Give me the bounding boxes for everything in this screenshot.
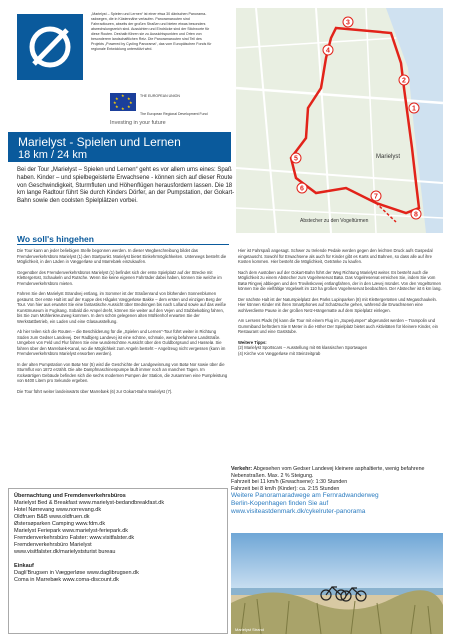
marker-label: 8 xyxy=(414,211,418,219)
right-column xyxy=(238,248,443,356)
accommodation-line[interactable]: Marielyst Feriepark www.marielyst-feriepark.dk xyxy=(14,528,128,534)
map-place-label: Marielyst xyxy=(376,154,401,160)
map-marker[interactable] xyxy=(371,191,381,201)
intro-text: „Marielyst – Spielen und Lernen“ ist einer etwa 30 dänischen Panorama-radwegen, die in Küstennähe verlaufen. Panoramarouten sind Fahrradtouren, abseits der großen Straßen und bieten etwas besonders abwechslungsreich sind. Aussichten und Eindrücke sind der Stichworte für diese Routen. Deshalb führen sie zu Aussichtspunkten und Orten von besonderem landschaftlichen Reiz. Die Panoramarouten sind Teil des Projekts „Powered by Cycling Panorama“, das vom Europäischen Fonds für regionale Entwicklung unterstützt wird. xyxy=(91,12,212,51)
paragraph: Fahren Sie den Marielyst Strandvej entlang, im Sommer ist der Straßenrand von blühenden Sonnenblumen gesäumt. Der erste Halt ist auf der Kuppe des Hågaks Væggerløse Bakke – dem ersten und einzigen Berg der Tour. Von hier aus erwartet Sie eine fantastische Aussicht über Bredningen bis nach Lolland sowie auf das weiße Kunstmuseum in Fuglsang. Sobald die Ampel dreht, können Sie weiter auf den Vejen und Stubbekøbing fahren, bis Sie zum Mühlenkreuzweg kommen. In dem schön gelegenen alten Mühlenhof erwarten Sie der Werkstattbetrieb, ein Laden und eine Glasausstellung. xyxy=(17,291,227,324)
marker-label: 5 xyxy=(294,155,298,163)
tip-item: (4) Kirche von Væggerløse mit Steinzeitgrab xyxy=(238,350,321,356)
accommodation-line: Fremdenverkehrsbüro Marielyst xyxy=(14,542,92,548)
eu-label: THE EUROPEAN UNION xyxy=(140,94,180,98)
web-info xyxy=(231,492,443,516)
ride-time-adults: Fahrzeit bei 11 km/h (Erwachsene): 1:30 Stunden xyxy=(231,479,348,485)
map-marker[interactable] xyxy=(343,17,353,27)
paragraph: Die Tour führt weiter landeinwärts über Marrebæk (6) zur Gokart-Bahn Marielyst (7). xyxy=(17,388,173,394)
accommodation-line[interactable]: Marielyst Bed & Breakfast www.marielyst-bedandbreakfast.dk xyxy=(14,500,165,506)
eu-flag-icon: ★ ★ ★ ★ ★ ★ ★ ★ xyxy=(110,93,136,111)
photo-caption: Marielyst Strand xyxy=(235,627,264,632)
accommodation-line[interactable]: Østersøparken Camping www.fdm.dk xyxy=(14,521,106,527)
map-marker[interactable] xyxy=(399,75,409,85)
section-heading: Wo soll's hingehen xyxy=(17,234,94,244)
accommodation-line[interactable]: Fremdenverkehrsbüro Falster: www.visitfalster.dk xyxy=(14,535,135,541)
eu-block xyxy=(110,93,228,126)
web-line: Weitere Panoramaradwege am Fernradwanderweg xyxy=(231,492,379,499)
accommodation-line[interactable]: www.visitfalster.dk/marielyststurist bureau xyxy=(14,549,116,555)
paragraph: Die Tour kann an jeder beliebigen Stelle begonnen werden. In dieser Wegbeschreibung bildet das Fremdenverkehrsbüro Marielyst (1) den Startpunkt. Marielyst bietet Einkehrmöglichkeiten. Unterwegs besteht die Möglichkeit, in den Läden in Væggerløse und Marrebæk einzukaufen. xyxy=(17,248,227,264)
marker-label: 1 xyxy=(412,105,416,113)
web-link[interactable]: www.visiteastdenmark.dk/cykelruter-panorama xyxy=(231,508,366,515)
map-marker[interactable] xyxy=(411,209,421,219)
marker-label: 2 xyxy=(402,77,406,85)
shopping-line[interactable]: Coma in Marrebæk www.coma-discount.dk xyxy=(14,577,119,583)
paragraph: Nach dem Austoben auf der Gokart-Bahn führt der Weg Richtung Marielyst weiter. Es besteht auch die Möglichkeit zu einem Abstecher zum Vogelreservat Bøtø. Das Vogelreservat erreichen Sie, indem Sie vom Bøtø Ringvej abbiegen und den Trovikskovvej entlangfahren, der in den Lævej mündet. Von den Vogeltürmen können Sie die vielfältige Vogelwelt im 110 ha großen Vogelreservat beobachten. Der Abstecher ist 6 km lang. xyxy=(238,269,442,291)
page-subtitle: 18 km / 24 km xyxy=(18,149,88,161)
map-caption: Abstecher zu den Vogeltürmen xyxy=(300,218,369,224)
marker-label: 6 xyxy=(300,185,304,193)
map-marker[interactable] xyxy=(297,183,307,193)
paragraph: Gegenüber des Fremdenverkehrsbüros Marielyst (1) befindet sich der erste Spielplatz auf der Strecke mit Klettergerüst, Schaukeln und Rutsche. Wenn Sie keine eigenen Fahrräder dabei haben, können Sie welche im Fremdenverkehrsbüro mieten. xyxy=(17,269,222,286)
marker-label: 4 xyxy=(326,47,330,55)
ride-time-children: Fahrzeit bei 8 km/h (Kinder): ca. 2:15 Stunden xyxy=(231,485,340,492)
cycling-logo xyxy=(17,14,83,80)
paragraph: In der alten Pumpstation von Bøtø Nor (5) wird die Geschichte der Landgewinnung von Bøtø Nor sowie über die Sturmflut von 1872 erzählt. Die alte Dampfmaschinenpumpe läuft immer noch an manchen Tagen. Im rückwärtigen Gebäude befinden sich die sechs modernen Pumpen der Station, die zusammen eine Pumpleistung von 6400 Litern pro Sekunde ergeben. xyxy=(17,361,228,383)
map-graphic xyxy=(236,8,443,233)
map-marker[interactable] xyxy=(291,153,301,163)
shopping-heading: Einkauf xyxy=(14,563,34,569)
marker-label: 3 xyxy=(346,19,350,27)
lead-paragraph: Bei der Tour „Marielyst – Spielen und Lernen“ geht es vor allem ums eines: Spaß haben. Kinder – und spielbegeisterte Erwachsene - können sich auf dieser Route von Geschwindigkeit, Sturmfluten und Höhenflügen herausfordern lassen. Die 18 km lange Radtour führt Sie durch Kinders Dörfer, an der Pumpstation, der Gokart-Bahn sowie den coolsten Spielplätzen vorbei. xyxy=(17,167,235,205)
marker-label: 7 xyxy=(374,193,378,201)
tip-item: (2) Marielyst Sportscars – Ausstellung mit 66 klassischen Sportwagen xyxy=(238,345,368,350)
paragraph: Hier ist Fahrspaß angesagt. Schwer zu trelende Pedale werden gegen den leichten Druck aufs Gaspedal eingetauscht. Sowohl für Erwachsene als auch für Kinder gibt es Karts und Bahnen, so dass alle auf ihre Kosten kommen. Hier besteht die Möglichkeit, Getränke zu kaufen. xyxy=(238,248,433,264)
map-marker[interactable] xyxy=(409,103,419,113)
paragraph: Ab hier teilen sich die Routen – die Beschilderung für die „Spielen und Lernen“-Tour führt weiter in Richtung Süden zum Gedser Landevej. Der Radbjerg Landevej ist eine schöne, schmale, wenig befahrene Landstraße. Umgeben von Feld und Flur fahren Sie eine wunderschöne Aussicht über den Guldborgsund und Hasselø. Sie fahren über den Marrebæk-Kanal, wo die Möglichkeit zum Angeln besteht – Angelzeug nicht vergessen (kann im Fremdenverkehrsbüro Marielyst erworben werden). xyxy=(17,329,226,356)
web-line: Berlin-Kopenhagen finden Sie auf xyxy=(231,500,329,507)
accommodation-line[interactable]: Hotel Nørrevang www.norrevang.dk xyxy=(14,507,102,513)
traffic-info xyxy=(231,466,443,492)
paragraph: Der nächste Halt ist der Naturspielplatz des Parks Lupinparken (8) mit Klettergerüsten und Megaschaukeln. Hier können Kinder mit ihren Smartphones auf Schatzsuche gehen, während die Erwachsenen eine wohlverdiente Pause in der großen Netz-Hängematte auf dem Spielplatz einlegen. xyxy=(238,296,438,313)
route-map[interactable] xyxy=(236,8,443,233)
page-title: Marielyst - Spielen und Lernen xyxy=(18,135,181,149)
eu-fund: The European Regional Development Fund xyxy=(140,112,208,116)
traffic-label: Verkehr: xyxy=(231,466,253,472)
title-banner xyxy=(8,132,231,162)
beach-photo-graphic xyxy=(231,533,443,634)
accommodation-heading: Übernachtung und Fremdenverkehrsbüros xyxy=(14,493,126,499)
bicycle-icon xyxy=(17,14,83,80)
left-column xyxy=(17,248,229,399)
heading-divider xyxy=(17,244,229,245)
traffic-text: Abgesehen vom Gedser Landevej kleinere asphaltierte, wenig befahrene Nebenstraßen. Max. 2 % Steigung. xyxy=(231,466,425,479)
paragraph: Am Lersens Plads (9) kann die Tour mit einem Flug im „Superjumper“ abgerundet werden – Trampolin und Gummiband befördern Sie 8 Meter in die Höhe! Der Spielplatz bietet auch Aktivitäten für kleinere Kinder, ein Restaurant und eine Gaststube. xyxy=(238,318,438,334)
investing-text: Investing in your future xyxy=(110,120,166,126)
beach-photo xyxy=(231,533,443,634)
map-marker[interactable] xyxy=(323,45,333,55)
accommodation-box xyxy=(8,488,228,634)
tips-title: Weitere Tipps: xyxy=(238,339,267,345)
accommodation-line[interactable]: Oldfruen B&B www.oldfruen.dk xyxy=(14,514,90,520)
shopping-line[interactable]: Dagli'Brugsen in Væggerløse www.daglibrugsen.dk xyxy=(14,570,139,576)
